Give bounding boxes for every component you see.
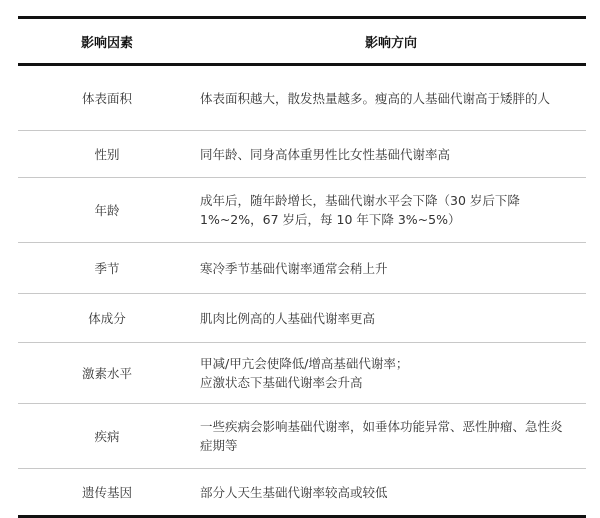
factor-cell: 疾病 — [18, 404, 196, 469]
header-direction: 影响方向 — [196, 18, 586, 65]
direction-cell: 体表面积越大，散发热量越多。瘦高的人基础代谢高于矮胖的人 — [196, 65, 586, 131]
direction-cell: 一些疾病会影响基础代谢率，如垂体功能异常、恶性肿瘤、急性炎症期等 — [196, 404, 586, 469]
table-row — [18, 178, 586, 243]
bmr-factor-table — [18, 16, 586, 518]
header-row — [18, 18, 586, 65]
table-row — [18, 343, 586, 404]
direction-cell: 同年龄、同身高体重男性比女性基础代谢率高 — [196, 131, 586, 178]
direction-line: 甲减/甲亢会使降低/增高基础代谢率； — [200, 356, 409, 371]
table-row — [18, 294, 586, 343]
direction-cell: 肌肉比例高的人基础代谢率更高 — [196, 294, 586, 343]
factor-cell: 年龄 — [18, 178, 196, 243]
factor-cell: 季节 — [18, 243, 196, 294]
table-row — [18, 243, 586, 294]
factor-cell: 性别 — [18, 131, 196, 178]
factor-cell: 体成分 — [18, 294, 196, 343]
direction-cell: 部分人天生基础代谢率较高或较低 — [196, 469, 586, 517]
direction-cell: 寒冷季节基础代谢率通常会稍上升 — [196, 243, 586, 294]
direction-cell: 成年后，随年龄增长，基础代谢水平会下降（30 岁后下降 1%~2%，67 岁后，每 10 年下降 3%~5%） — [196, 178, 586, 243]
direction-line: 应激状态下基础代谢率会升高 — [200, 375, 363, 390]
factor-cell: 体表面积 — [18, 65, 196, 131]
table-row — [18, 65, 586, 131]
table-body — [18, 65, 586, 517]
direction-cell — [196, 343, 586, 404]
factor-cell: 遗传基因 — [18, 469, 196, 517]
table-row — [18, 131, 586, 178]
factor-cell: 激素水平 — [18, 343, 196, 404]
factor-table-container — [18, 16, 586, 518]
table-row — [18, 469, 586, 517]
table-row — [18, 404, 586, 469]
table-header — [18, 18, 586, 65]
header-factor: 影响因素 — [18, 18, 196, 65]
